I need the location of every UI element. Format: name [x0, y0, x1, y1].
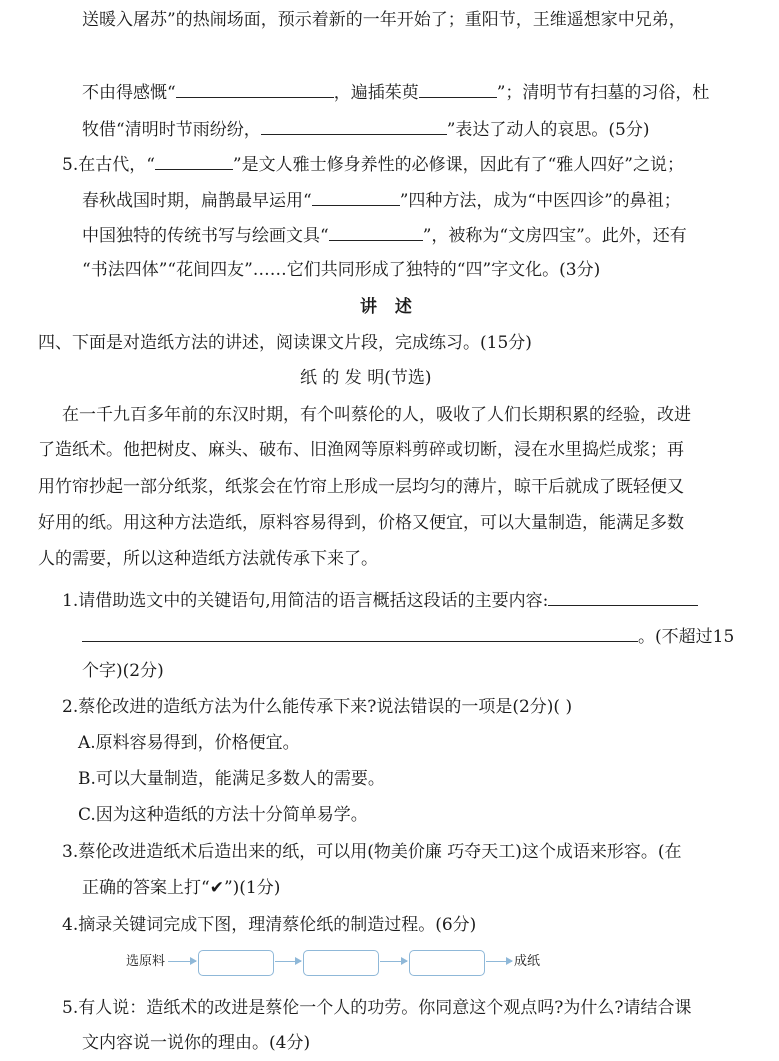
option-c[interactable]: C.因为这种造纸的方法十分简单易学。 [78, 805, 368, 825]
passage-line: 在一千九百多年前的东汉时期，有个叫蔡伦的人，吸收了人们长期积累的经验，改进 [62, 405, 691, 425]
passage-line: 好用的纸。用这种方法造纸，原料容易得到，价格又便宜，可以大量制造，能满足多数 [38, 513, 684, 533]
fill-text: ”是文人雅士修身养性的必修课，因此有了“雅人四好”之说； [232, 155, 684, 175]
answer-blank[interactable] [312, 187, 400, 206]
fill-q5-line-2 [82, 187, 681, 213]
flow-arrow-icon [486, 961, 512, 962]
question-text: ”)(1分) [223, 878, 281, 898]
question-1-line-3: 个字)(2分) [82, 661, 164, 681]
fill-line-2 [82, 79, 709, 105]
flow-arrow-icon [380, 961, 407, 962]
fill-q5-line-3 [82, 222, 687, 248]
question-text: 正确的答案上打“ [82, 878, 210, 898]
passage-line: 了造纸术。他把树皮、麻头、破布、旧渔网等原料剪碎或切断，浸在水里捣烂成浆；再 [38, 440, 684, 460]
question-1-line-2 [82, 623, 734, 649]
answer-blank[interactable] [155, 151, 233, 170]
fill-text: 春秋战国时期，扁鹊最早运用“ [82, 191, 312, 211]
fill-text: 5.在古代，“ [62, 155, 155, 175]
flow-box-2[interactable] [303, 950, 379, 976]
answer-blank[interactable] [176, 79, 334, 98]
question-5-line-2: 文内容说一说你的理由。(4分) [82, 1033, 311, 1053]
answer-blank[interactable] [419, 79, 497, 98]
fill-text: ”，被称为“文房四宝”。此外，还有 [422, 226, 687, 246]
option-b[interactable]: B.可以大量制造，能满足多数人的需要。 [78, 769, 385, 789]
fill-text: ”表达了动人的哀思。(5分) [446, 120, 650, 140]
passage-title: 纸 的 发 明(节选) [300, 368, 432, 388]
fill-q5-line-4: “书法四体”“花间四友”……它们共同形成了独特的“四”字文化。(3分) [82, 260, 601, 280]
section-title: 讲 述 [360, 297, 418, 317]
fill-line-3 [82, 116, 649, 142]
fill-text: ”；清明节有扫墓的习俗，杜 [496, 83, 710, 103]
fill-line-1: 送暖入屠苏”的热闹场面，预示着新的一年开始了；重阳节，王维遥想家中兄弟， [82, 10, 686, 30]
fill-text: 中国独特的传统书写与绘画文具“ [82, 226, 329, 246]
question-text: 1.请借助选文中的关键语句,用简洁的语言概括这段话的主要内容: [62, 591, 549, 611]
fill-text: 不由得感慨“ [82, 83, 176, 103]
answer-blank[interactable] [548, 587, 698, 606]
flow-box-1[interactable] [198, 950, 274, 976]
option-a[interactable]: A.原料容易得到，价格便宜。 [78, 733, 300, 753]
answer-blank[interactable] [261, 116, 447, 135]
flow-arrow-icon [168, 961, 196, 962]
passage-line: 用竹帘抄起一部分纸浆，纸浆会在竹帘上形成一层均匀的薄片，晾干后就成了既轻便又 [38, 477, 684, 497]
question-3: 3.蔡伦改进造纸术后造出来的纸，可以用(物美价廉 巧夺天工)这个成语来形容。(在 [62, 842, 682, 862]
question-1 [62, 587, 698, 613]
answer-blank[interactable] [82, 623, 638, 642]
passage-line: 人的需要，所以这种造纸方法就传承下来了。 [38, 549, 378, 569]
fill-text: ”四种方法，成为“中医四诊”的鼻祖； [399, 191, 681, 211]
flow-end-label: 成纸 [514, 954, 541, 969]
fill-text: ，遍插茱萸 [333, 83, 419, 103]
question-text: 。(不超过15 [638, 627, 735, 647]
flow-arrow-icon [275, 961, 301, 962]
checkmark-icon: ✔ [209, 878, 224, 898]
flow-start-label: 选原料 [126, 954, 166, 969]
answer-blank[interactable] [329, 222, 423, 241]
fill-text: 牧借“清明时节雨纷纷， [82, 120, 261, 140]
question-2: 2.蔡伦改进的造纸方法为什么能传承下来?说法错误的一项是(2分)( ) [62, 697, 573, 717]
fill-q5-line-1 [62, 151, 684, 177]
question-5: 5.有人说：造纸术的改进是蔡伦一个人的功劳。你同意这个观点吗?为什么?请结合课 [62, 998, 692, 1018]
question-4: 4.摘录关键词完成下图，理清蔡伦纸的制造过程。(6分) [62, 915, 477, 935]
part4-heading: 四、下面是对造纸方法的讲述，阅读课文片段，完成练习。(15分) [38, 333, 532, 353]
question-3-line-2 [82, 876, 280, 900]
flow-box-3[interactable] [409, 950, 485, 976]
